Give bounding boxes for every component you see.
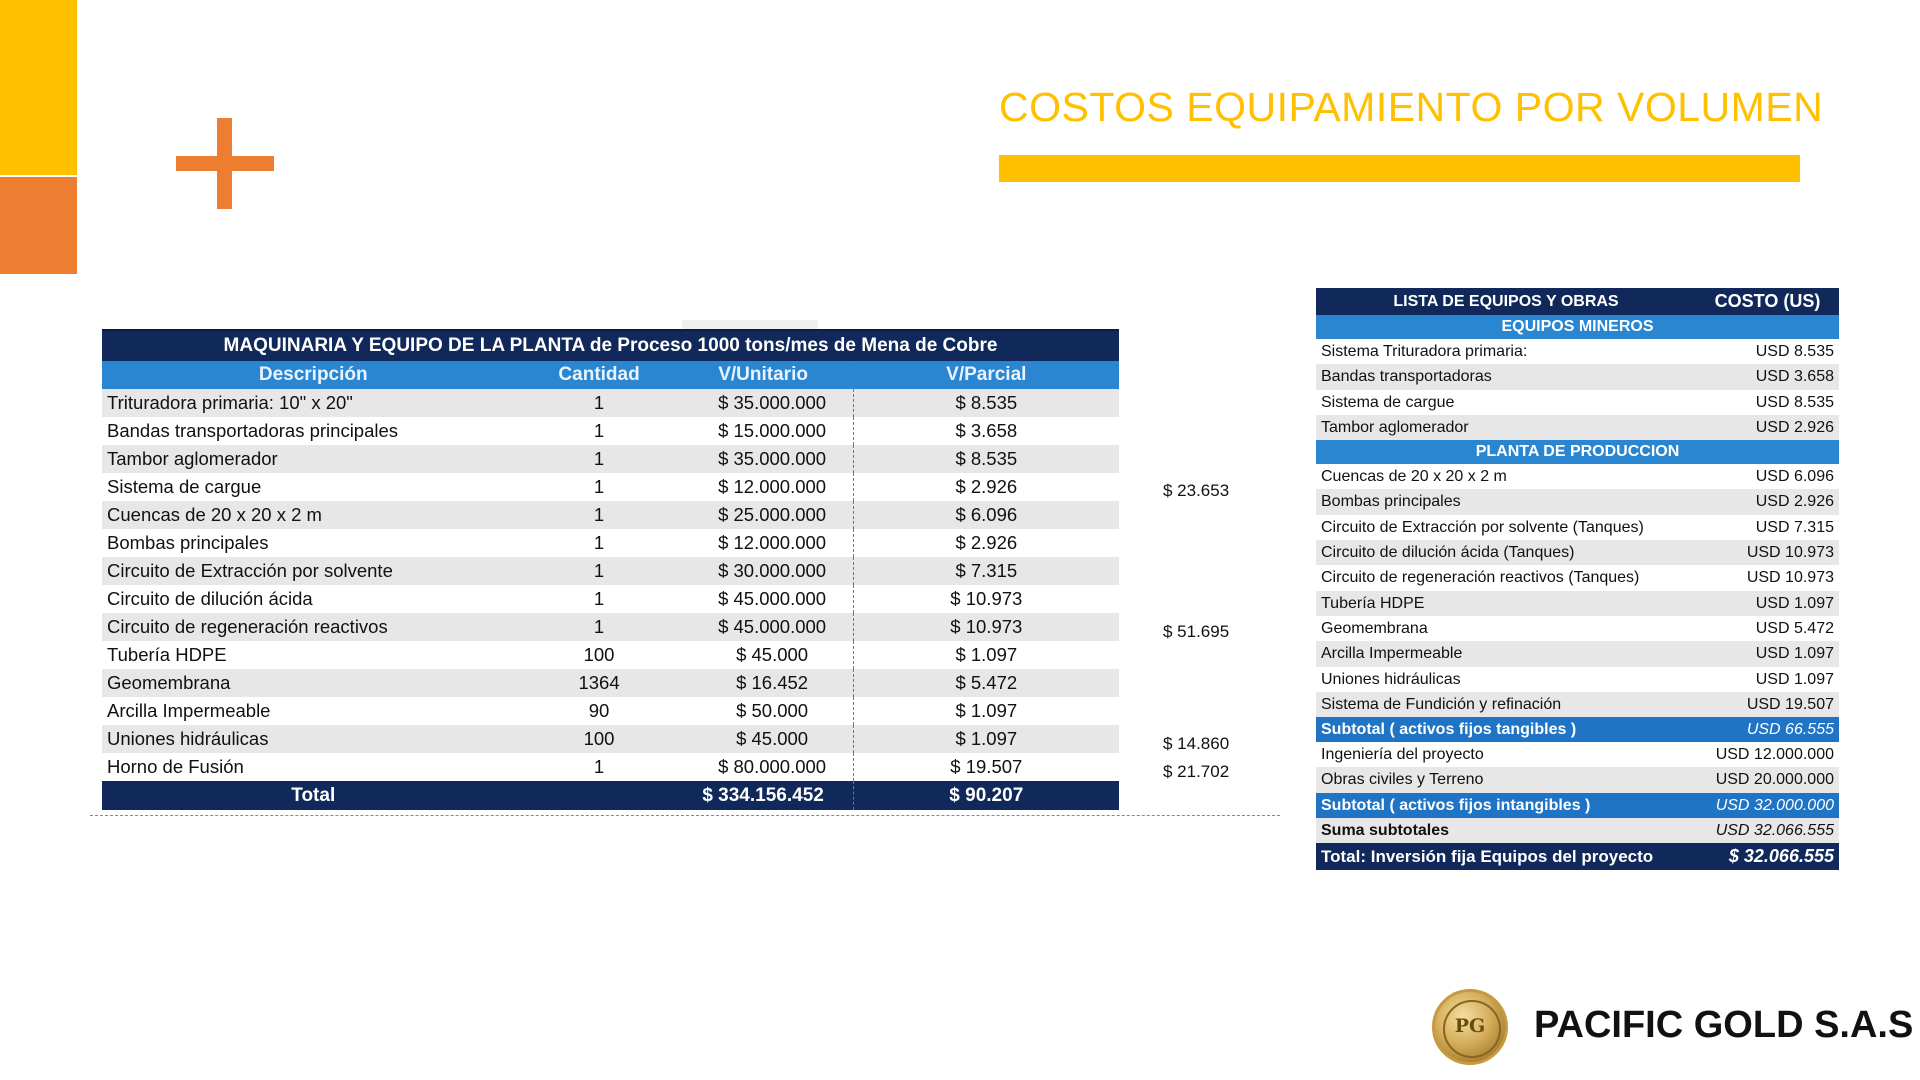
item-label: Obras civiles y Terreno [1321,771,1484,789]
company-name: PACIFIC GOLD S.A.S [1534,1004,1914,1046]
header-list: LISTA DE EQUIPOS Y OBRAS [1393,293,1619,310]
item-cost: USD 2.926 [1755,418,1834,436]
slide-title: COSTOS EQUIPAMIENTO POR VOLUMEN [999,84,1824,130]
item-label: Tambor aglomerador [1321,418,1469,436]
table-cell: 1 [593,448,605,469]
list-item [1316,742,1839,767]
item-label: Tubería HDPE [1321,594,1425,612]
subtotal-intangible-label: Subtotal ( activos fijos intangibles ) [1321,796,1591,814]
table-cell: $ 5.472 [853,669,1119,697]
list-item [1316,591,1839,616]
item-cost: USD 2.926 [1755,493,1834,511]
table-cell: $ 30.000.000 [718,560,827,581]
table-cell: $ 80.000.000 [718,756,827,777]
item-cost: USD 5.472 [1755,619,1834,637]
table-cell: $ 1.097 [853,697,1119,725]
table-cell: Sistema de cargue [107,476,262,497]
list-item [1316,390,1839,415]
table-cell: $ 2.926 [853,473,1119,501]
table-row [102,753,1119,781]
table-cell: Circuito de Extracción por solvente [107,560,393,581]
table-row [102,669,1119,697]
item-cost: USD 8.535 [1755,393,1834,411]
investment-total-row [1316,843,1839,870]
column-shade [682,320,818,329]
item-label: Geomembrana [1321,619,1428,637]
table-cell: $ 45.000.000 [718,588,827,609]
machinery-total-row [102,781,1119,810]
list-item [1316,415,1839,440]
plus-icon [176,118,274,209]
subtotal-tangible-value: USD 66.555 [1746,721,1834,739]
item-cost: USD 1.097 [1755,594,1834,612]
section2-rows [1316,464,1839,717]
table-cell: 1 [593,616,605,637]
table-cell: $ 1.097 [853,725,1119,753]
table-cell: $ 45.000.000 [718,616,827,637]
logo-text: PG [1454,1015,1486,1037]
subtotal-tangible-label: Subtotal ( activos fijos tangibles ) [1321,721,1577,739]
section-equipos-mineros: EQUIPOS MINEROS [1316,315,1839,339]
table-row [102,529,1119,557]
table-cell: Tambor aglomerador [107,448,278,469]
item-label: Bombas principales [1321,493,1461,511]
item-cost: USD 6.096 [1755,468,1834,486]
section-planta-produccion: PLANTA DE PRODUCCION [1316,440,1839,464]
table-cell: 1364 [578,672,620,693]
total-unitario: $ 334.156.452 [702,785,824,806]
item-cost: USD 19.507 [1746,695,1834,713]
table-cell: $ 25.000.000 [718,504,827,525]
investment-total-value: $ 32.066.555 [1728,845,1834,866]
list-item [1316,667,1839,692]
table-cell: $ 10.973 [853,613,1119,641]
table-cell: $ 7.315 [853,557,1119,585]
table-cell: Circuito de regeneración reactivos [107,616,388,637]
investment-total-label: Total: Inversión fija Equipos del proyecto [1321,846,1654,866]
side-sum: $ 14.860 [1163,734,1230,753]
table-cell: Cuencas de 20 x 20 x 2 m [107,504,322,525]
table-cell: Circuito de dilución ácida [107,588,313,609]
table-cell: 1 [593,420,605,441]
table-cell: Bombas principales [107,532,269,553]
item-cost: USD 12.000.000 [1715,746,1834,764]
subtotal-tangible-row [1316,717,1839,742]
table-cell: 1 [593,504,605,525]
table-row [102,417,1119,445]
total-label: Total [291,785,336,806]
table-row [102,445,1119,473]
col-cantidad: Cantidad [558,364,640,385]
table-cell: Geomembrana [107,672,231,693]
item-label: Arcilla Impermeable [1321,645,1463,663]
table-row [102,557,1119,585]
side-sum: $ 51.695 [1163,622,1230,641]
list-item [1316,692,1839,717]
item-cost: USD 3.658 [1755,368,1834,386]
table-cell: 1 [593,476,605,497]
side-sum: $ 21.702 [1163,762,1230,781]
table-cell: $ 50.000 [736,700,809,721]
total-parcial: $ 90.207 [853,781,1119,810]
item-cost: USD 10.973 [1746,569,1834,587]
intangible-rows [1316,742,1839,793]
list-item [1316,339,1839,364]
table-row [102,725,1119,753]
table-cell: Arcilla Impermeable [107,700,271,721]
list-item [1316,515,1839,540]
table-cell: $ 2.926 [853,529,1119,557]
subtotal-intangible-value: USD 32.000.000 [1715,796,1834,814]
table-cell: Bandas transportadoras principales [107,420,399,441]
company-logo [1432,989,1508,1065]
col-descripcion: Descripción [258,364,368,385]
list-item [1316,464,1839,489]
table-row [102,641,1119,669]
table-cell: $ 12.000.000 [718,532,827,553]
equipment-cost-table [1316,288,1839,870]
table-cell: $ 35.000.000 [718,392,827,413]
item-label: Bandas transportadoras [1321,368,1492,386]
machinery-table-body [102,389,1119,781]
table-cell: $ 19.507 [853,753,1119,781]
table-row [102,697,1119,725]
accent-bar-yellow [0,0,77,175]
table-cell: $ 16.452 [736,672,809,693]
list-item [1316,489,1839,514]
side-sum: $ 23.653 [1163,481,1230,500]
table-cell: $ 8.535 [853,389,1119,417]
item-label: Sistema de Fundición y refinación [1321,695,1562,713]
table-cell: Tubería HDPE [107,644,227,665]
accent-bar-orange [0,177,77,274]
table-cell: 1 [593,756,605,777]
table-cell: Horno de Fusión [107,756,244,777]
section1-rows [1316,339,1839,440]
dashed-divider [90,815,1280,816]
table-cell: $ 35.000.000 [718,448,827,469]
col-parcial: V/Parcial [853,361,1119,389]
table-cell: 100 [583,644,615,665]
table-cell: 1 [593,588,605,609]
item-cost: USD 7.315 [1755,518,1834,536]
equipment-cost-header [1316,288,1839,315]
list-item [1316,364,1839,389]
subtotal-intangible-row [1316,793,1839,818]
table-row [102,613,1119,641]
table-cell: 1 [593,560,605,581]
header-cost: COSTO (US) [1714,291,1821,311]
suma-subtotales-row [1316,818,1839,843]
table-cell: Uniones hidráulicas [107,728,269,749]
item-label: Sistema de cargue [1321,393,1455,411]
table-row [102,473,1119,501]
list-item [1316,641,1839,666]
item-label: Ingeniería del proyecto [1321,746,1484,764]
item-cost: USD 20.000.000 [1715,771,1834,789]
item-label: Circuito de dilución ácida (Tanques) [1321,544,1575,562]
table-cell: 1 [593,532,605,553]
table-row [102,501,1119,529]
item-cost: USD 10.973 [1746,544,1834,562]
item-label: Circuito de Extracción por solvente (Tanques) [1321,518,1644,536]
item-cost: USD 1.097 [1755,645,1834,663]
table-row [102,389,1119,417]
table-cell: 90 [588,700,610,721]
table-cell: $ 15.000.000 [718,420,827,441]
table-cell: 100 [583,728,615,749]
suma-value: USD 32.066.555 [1715,821,1834,839]
suma-label: Suma subtotales [1321,821,1450,839]
table-cell: $ 45.000 [736,728,809,749]
table-cell: Trituradora primaria: 10" x 20" [107,392,353,413]
list-item [1316,565,1839,590]
table-cell: $ 1.097 [853,641,1119,669]
table-row [102,585,1119,613]
list-item [1316,767,1839,792]
machinery-table [102,329,1119,810]
col-unitario: V/Unitario [718,364,808,385]
table-cell: $ 6.096 [853,501,1119,529]
list-item [1316,540,1839,565]
item-cost: USD 8.535 [1755,343,1834,360]
item-cost: USD 1.097 [1755,670,1834,688]
table-cell: $ 45.000 [736,644,809,665]
table-cell: $ 12.000.000 [718,476,827,497]
title-underline-bar [999,155,1800,182]
machinery-table-header [102,361,1119,389]
table-cell: $ 8.535 [853,445,1119,473]
item-label: Cuencas de 20 x 20 x 2 m [1321,468,1507,486]
item-label: Uniones hidráulicas [1321,670,1461,688]
list-item [1316,616,1839,641]
table-cell: $ 10.973 [853,585,1119,613]
item-label: Sistema Trituradora primaria: [1321,343,1528,360]
table-cell: $ 3.658 [853,417,1119,445]
machinery-table-title: MAQUINARIA Y EQUIPO DE LA PLANTA de Proceso 1000 tons/mes de Mena de Cobre [102,329,1119,361]
table-cell: 1 [593,392,605,413]
item-label: Circuito de regeneración reactivos (Tanques) [1321,569,1640,587]
